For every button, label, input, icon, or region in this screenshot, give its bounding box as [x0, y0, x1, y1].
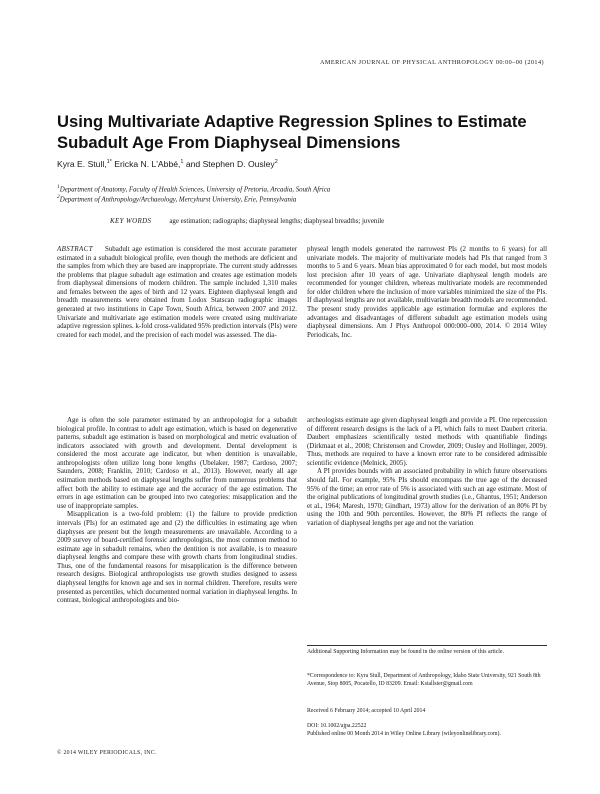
abstract-copyright: © 2014 Wiley Periodicals, Inc.: [307, 322, 547, 339]
author-name: Ericka N. L'Abbé,: [111, 159, 181, 169]
body-left-column: [57, 416, 297, 605]
footnote-doi: DOI: 10.1002/ajpa.22522 Published online 00 Month 2014 in Wiley Online Library (wileyonlinelibrary.com).: [307, 723, 547, 738]
affiliation-2: [57, 194, 296, 203]
abstract-label: ABSTRACT: [57, 245, 93, 253]
article-title: Using Multivariate Adaptive Regression Splines to Estimate Subadult Age From Diaphyseal Dimensions: [57, 112, 527, 152]
author-name: and Stephen D. Ousley: [183, 159, 275, 169]
footnote-supporting: Additional Supporting Information may be found in the online version of this article.: [307, 649, 504, 655]
body-right-column: [307, 416, 547, 528]
affiliation-text: Department of Anatomy, Faculty of Health Sciences, University of Pretoria, Arcadia, South Africa: [59, 186, 331, 194]
author-list: [57, 159, 278, 169]
affiliation-sup: 1: [57, 184, 60, 190]
body-paragraph: archeologists estimate age given diaphyseal length and provide a PI. One repercussion of different research designs is the lack of a PI, which fails to meet Daubert criteria. Daubert emphasizes scientifically tested methods with quantifiable findings (Dirkmaat et al., 2008; Christensen and Crowder, 2009; Ousley and Hollinger, 2009). Thus, methods are required to have a known error rate to be considered admissible scientific evidence (Melnick, 2005).: [307, 416, 547, 467]
footer-copyright: © 2014 WILEY PERIODICALS, INC.: [57, 750, 157, 756]
author-sup: 1: [180, 159, 184, 166]
author-name: Kyra E. Stull,: [57, 159, 107, 169]
body-paragraph: Age is often the sole parameter estimated by an anthropologist for a subadult biological profile. In contrast to adult age estimation, which is based on degenerative patterns, subadult age estimation is based on morphological and metric evaluation of indicators associated with growth and development. Dental development is considered the most accurate age indicator, but when dentition is unavailable, anthropologists often utilize long bone lengths (Ubelaker, 1987; Cardoso, 2007; Saunders, 2008; Franklin, 2010; Cardoso et al., 2013). However, nearly all age estimation methods based on diaphyseal lengths suffer from numerous problems that affect both the ability to estimate age and the accuracy of the age estimation. The errors in age estimation can be grouped into two categories: misapplication and the use of inappropriate samples.: [57, 416, 297, 510]
keywords: [110, 218, 570, 227]
abstract-left-column: [57, 245, 297, 339]
affiliation-text: Department of Anthropology/Archaeology, Mercyhurst University, Erie, Pennsylvania: [59, 196, 297, 204]
journal-header: AMERICAN JOURNAL OF PHYSICAL ANTHROPOLOGY 00:00–00 (2014): [320, 59, 544, 66]
footnote-correspondence: *Correspondence to: Kyra Stull, Department of Anthropology, Idaho State University, 921 South 8th Avenue, Stop 8005, Pocatello, ID 83209. Email: Kstallster@gmail.com: [307, 673, 541, 687]
abstract-right-column: [307, 245, 547, 339]
footnote-published: Published online 00 Month 2014 in Wiley Online Library (wileyonlinelibrary.com).: [307, 730, 501, 737]
abstract-text: Subadult age estimation is considered the most accurate parameter estimated in a subadult biological profile, even though the methods are deficient and the samples from which they are based are inappropriate. The current study addresses the problems that plague subadult age estimation and creates age estimation models from diaphyseal dimensions of modern children. The sample included 1,310 males and females between the ages of birth and 12 years. Eighteen diaphyseal length and breadth measurements were obtained from Lodox Statscan radiographic images generated at two institutions in Cape Town, South Africa, between 2007 and 2012. Univariate and multivariate age estimation models were created using multivariate adaptive regression splines. k-fold cross-validated 95% prediction intervals (PIs) were created for each model, and the precision of each model was assessed. The dia-: [57, 245, 297, 339]
footnote-divider: [307, 645, 547, 646]
affiliation-sup: 2: [57, 194, 60, 200]
abstract-text: physeal length models generated the narrowest PIs (2 months to 6 years) for all univariate models. The majority of multivariate models had PIs that ranged from 3 months to 5 and 6 years. Mean bias approximated 0 for each model, but most models lost precision after 10 years of age. Univariate diaphyseal length models are recommended for younger children, whereas multivariate models are recommended for older children where the inclusion of more variables minimized the size of the PIs. If diaphyseal lengths are not available, multivariate breadth models are recommended. The present study provides applicable age estimation formulae and explores the advantages and disadvantages of different subadult age estimation models using diaphyseal dimensions. Am J Phys Anthropol 000:000–000, 2014.: [307, 245, 547, 331]
affiliation-1: [57, 184, 330, 193]
keywords-text: age estimation; radiographs; diaphyseal lengths; diaphyseal breadths; juvenile: [169, 218, 385, 225]
author-sup: 1*: [106, 159, 112, 166]
keywords-label: KEY WORDS: [110, 218, 152, 225]
body-paragraph: Misapplication is a two-fold problem: (1) the failure to provide prediction intervals (PIs) for an estimated age and (2) the difficulties in estimating age when diaphyses are present but the length measurements are unavailable. According to a 2009 survey of board-certified forensic anthropologists, the most common method to estimate age in subadult remains, when the dentition is not available, is to measure diaphyseal lengths and compare these with growth charts from longitudinal studies. Thus, one of the fundamental reasons for misapplication is the difference between research designs. Biological anthropologists use growth studies designed to assess diaphyseal lengths for known age and sex in normal children. Therefore, results were presented as percentiles, which documented normal variation in diaphyseal lengths. In contrast, biological anthropologists and bio-: [57, 510, 297, 605]
body-paragraph: A PI provides bounds with an associated probability in which future observations should fall. For example, 95% PIs should encompass the true age of the deceased 95% of the time; an error rate of 5% is associated with such an age estimate. Most of the original publications of longitudinal growth studies (i.e., Ghantus, 1951; Anderson et al., 1964; Maresh, 1970; Gindhart, 1973) allow for the derivation of an 80% PI by using the 10th and 90th percentiles. However, the 80% PI reflects the range of variation of diaphyseal lengths per age and not the variation: [307, 467, 547, 527]
author-sup: 2: [274, 159, 278, 166]
footnote-received: Received 6 February 2014; accepted 10 April 2014: [307, 708, 426, 714]
